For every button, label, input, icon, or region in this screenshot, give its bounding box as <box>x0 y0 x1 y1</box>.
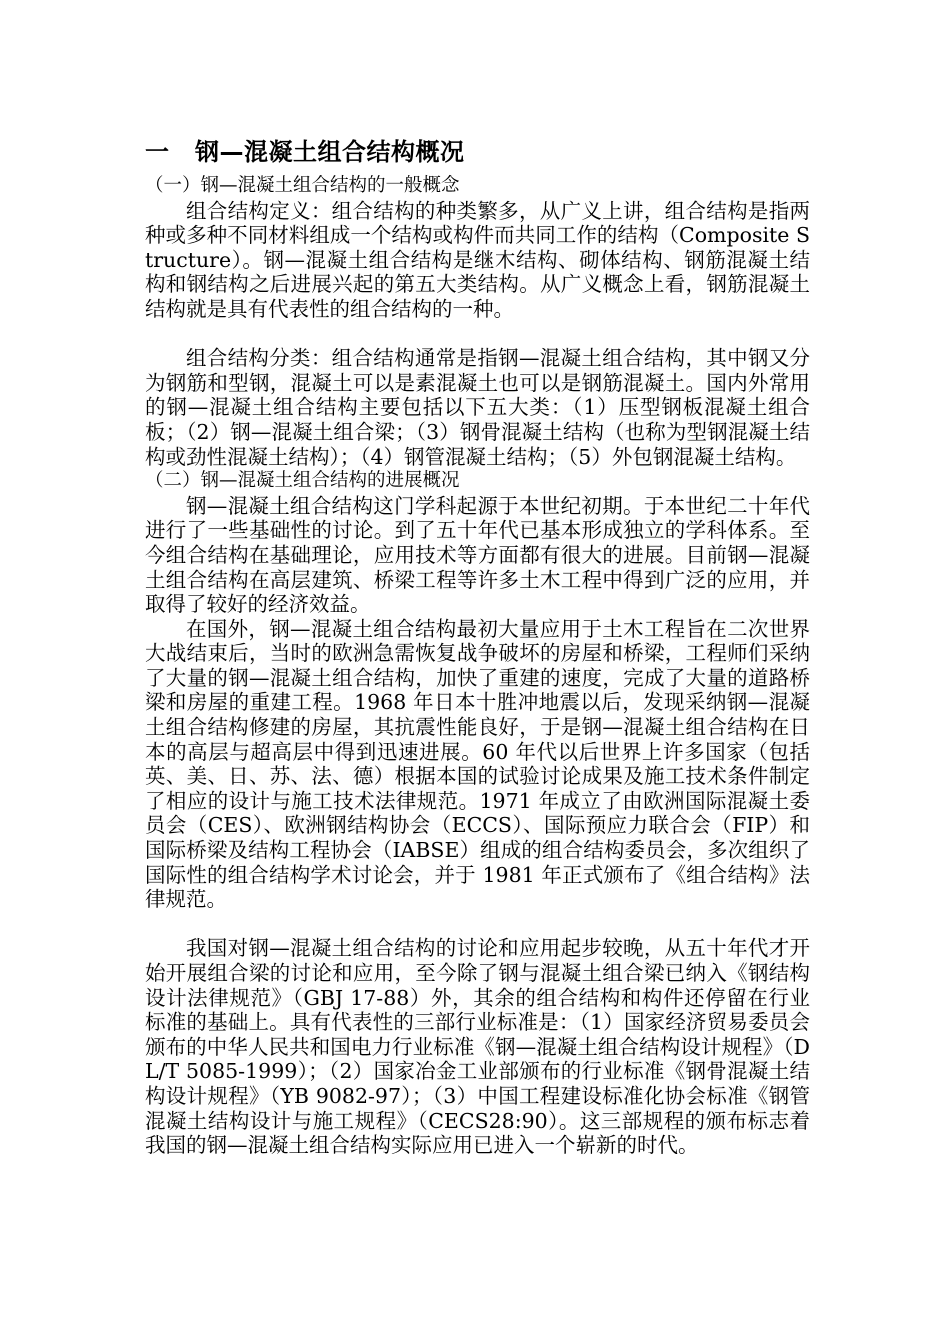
paragraph-abroad: 在国外，钢—混凝土组合结构最初大量应用于土木工程旨在二次世界大战结束后，当时的欧洲急需恢复战争破坏的房屋和桥梁，工程师们采纳了大量的钢—混凝土组合结构，加快了重建的速度，完成了大量的道路桥梁和房屋的重建工程。1968 年日本十胜冲地震以后，发现采纳钢—混凝土组合结构修建的房屋，其抗震性能良好，于是钢—混凝土组合结构在日本的高层与超高层中得到迅速进展。60 年代以后世界上许多国家（包括英、美、日、苏、法、德）根据本国的试验讨论成果及施工技术条件制定了相应的设计与施工技术法律规范。1971 年成立了由欧洲国际混凝土委员会（CES）、欧洲钢结构协会（ECCS）、国际预应力联合会（FIP）和国际桥梁及结构工程协会（IABSE）组成的组合结构委员会，多次组织了国际性的组合结构学术讨论会，并于 1981 年正式颁布了《组合结构》法律规范。 <box>145 616 810 912</box>
paragraph-origin: 钢—混凝土组合结构这门学科起源于本世纪初期。于本世纪二十年代进行了一些基础性的讨论。到了五十年代已基本形成独立的学科体系。至今组合结构在基础理论，应用技术等方面都有很大的进展。目前钢—混凝土组合结构在高层建筑、桥梁工程等许多土木工程中得到广泛的应用，并取得了较好的经济效益。 <box>145 493 810 617</box>
section-title-1: （一）钢—混凝土组合结构的一般概念 <box>145 175 460 196</box>
chapter-heading <box>145 136 810 168</box>
paragraph-definition: 组合结构定义：组合结构的种类繁多，从广义上讲，组合结构是指两种或多种不同材料组成一个结构或构件而共同工作的结构（Composite Structure）。钢—混凝土组合结构是继木结构、砌体结构、钢筋混凝土结构和钢结构之后进展兴起的第五大类结构。从广义概念上看，钢筋混凝土结构就是具有代表性的组合结构的一种。 <box>145 198 810 321</box>
paragraph-spacer <box>145 912 810 937</box>
paragraph-china: 我国对钢—混凝土组合结构的讨论和应用起步较晚，从五十年代才开始开展组合梁的讨论和应用，至今除了钢与混凝土组合梁已纳入《钢结构设计法律规范》（GBJ 17-88）外，其余的组合结构和构件还停留在行业标准的基础上。具有代表性的三部行业标准是：（1）国家经济贸易委员会颁布的中华人民共和国电力行业标准《钢—混凝土组合结构设计规程》（DL/T 5085-1999）；（2）国家冶金工业部颁布的行业标准《钢骨混凝土结构设计规程》（YB 9082-97）；（3）中国工程建设标准化协会标准《钢管混凝土结构设计与施工规程》（CECS28:90）。这三部规程的颁布标志着我国的钢—混凝土组合结构实际应用已进入一个崭新的时代。 <box>145 936 810 1158</box>
section-title-2: （二）钢—混凝土组合结构的进展概况 <box>145 470 460 492</box>
document-page <box>145 136 810 1158</box>
paragraph-classification: 组合结构分类：组合结构通常是指钢—混凝土组合结构，其中钢又分为钢筋和型钢，混凝土可以是素混凝土也可以是钢筋混凝土。国内外常用的钢—混凝土组合结构主要包括以下五大类：（1）压型钢板混凝土组合板；（2）钢—混凝土组合梁；（3）钢骨混凝土结构（也称为型钢混凝土结构或劲性混凝土结构）；（4）钢管混凝土结构；（5）外包钢混凝土结构。 <box>145 346 810 469</box>
paragraph-spacer <box>145 322 810 347</box>
chapter-title: 钢—混凝土组合结构概况 <box>195 138 465 166</box>
chapter-number: 一 <box>145 138 170 166</box>
